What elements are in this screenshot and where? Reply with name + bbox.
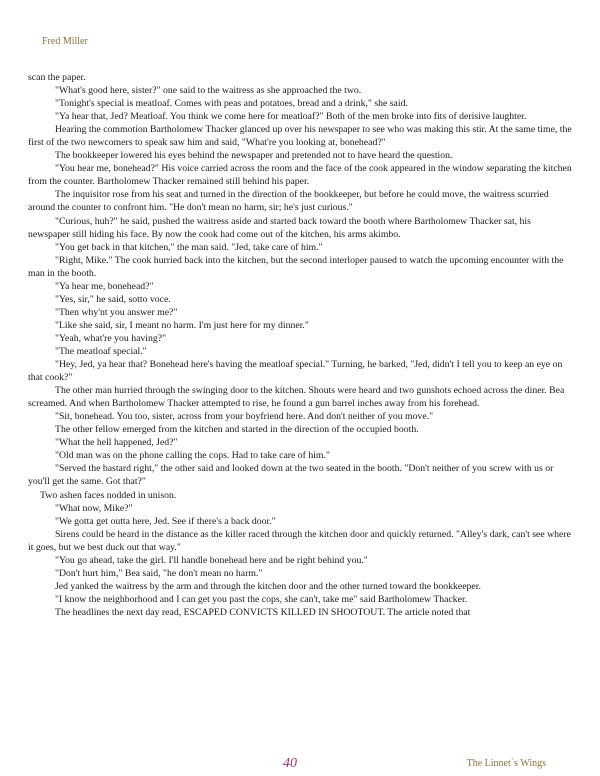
paragraph: "Like she said, sir, I meant no harm. I'm just here for my dinner." — [55, 319, 309, 331]
paragraph: Sirens could be heard in the distance as the killer raced through the kitchen door and quickly returned. "Alley's dark, can't see where it goes, but we best duck out that way." — [28, 528, 571, 553]
paragraph: "Then why'nt you answer me?" — [55, 306, 178, 318]
paragraph: "Hey, Jed, ya hear that? Bonehead here's having the meatloaf special." Turning, he barked, "Jed, didn't I tell you to keep an eye on that cook?" — [28, 359, 563, 384]
running-footer-magazine: The Linnet´s Wings — [466, 758, 546, 769]
paragraph: "You hear me, bonehead?" His voice carried across the room and the face of the cook appeared in the window separating the kitchen from the counter. Bartholomew Thacker remained still behind his paper. — [28, 163, 572, 188]
paragraph: The inquisitor rose from his seat and turned in the direction of the bookkeeper, but before he could move, the waitress scurried around the counter to confront him. "He don't mean no harm, sir; he's just curious." — [28, 189, 549, 214]
paragraph: "Served the bastard right," the other said and looked down at the two seated in the booth. "Don't neither of you screw with us or you'll get the same. Got that?" — [28, 463, 554, 488]
paragraph: "Yeah, what're you having?" — [55, 332, 167, 344]
paragraph: "Tonight's special is meatloaf. Comes with peas and potatoes, bread and a drink," she said. — [55, 98, 408, 110]
paragraph: "Curious, huh?" he said, pushed the waitress aside and started back toward the booth where Bartholomew Thacker sat, his newspaper still hiding his face. By now the cook had come out of the kitchen, his arms akimbo. — [28, 215, 531, 240]
paragraph: "Ya hear me, bonehead?" — [55, 280, 154, 292]
paragraph: "Old man was on the phone calling the cops. Had to take care of him." — [55, 450, 330, 462]
running-header-author: Fred Miller — [42, 36, 88, 47]
paragraph: "What's good here, sister?" one said to the waitress as she approached the two. — [55, 85, 362, 97]
paragraph: "The meatloaf special." — [55, 345, 147, 357]
paragraph: Hearing the commotion Bartholomew Thacker glanced up over his newspaper to see who was making this stir. At the same time, the first of the two newcomers to speak saw him and said, "What're you looking at, bonehead?" — [28, 124, 572, 149]
paragraph: "Yes, sir," he said, sotto voce. — [55, 293, 171, 305]
paragraph: "Sit, bonehead. You too, sister, across from your boyfriend here. And don't neither of you move." — [55, 411, 434, 423]
paragraph: "Ya hear that, Jed? Meatloaf. You think we come here for meatloaf?" Both of the men broke into fits of derisive laughter. — [55, 111, 527, 123]
paragraph: The bookkeeper lowered his eyes behind the newspaper and pretended not to have heard the question. — [55, 150, 453, 162]
page-number: 40 — [283, 756, 297, 771]
paragraph: Jed yanked the waitress by the arm and through the kitchen door and the other turned toward the bookkeeper. — [55, 580, 481, 592]
paragraph: scan the paper. — [28, 72, 86, 83]
paragraph: The other man hurried through the swinging door to the kitchen. Shouts were heard and two gunshots echoed across the diner. Bea screamed. And when Bartholomew Thacker attempted to rise, he found a gun barrel inches away from his forehead. — [28, 385, 565, 410]
paragraph: The other fellow emerged from the kitchen and started in the direction of the occupied booth. — [55, 424, 419, 436]
paragraph: The headlines the next day read, ESCAPED CONVICTS KILLED IN SHOOTOUT. The article noted that — [55, 606, 471, 618]
paragraph: "We gotta get outta here, Jed. See if there's a back door." — [55, 515, 276, 527]
paragraph: "I know the neighborhood and I can get you past the cops, she can't, take me" said Bartholomew Thacker. — [55, 593, 468, 605]
story-body — [28, 71, 574, 619]
paragraph: "You go ahead, take the girl. I'll handle bonehead here and be right behind you." — [55, 554, 368, 566]
paragraph: "What now, Mike?" — [55, 502, 133, 514]
paragraph: "Right, Mike." The cook hurried back into the kitchen, but the second interloper paused to watch the upcoming encounter with the man in the booth. — [28, 254, 564, 279]
paragraph: Two ashen faces nodded in unison. — [40, 489, 177, 501]
paragraph: "Don't hurt him," Bea said, "he don't mean no harm." — [55, 567, 263, 579]
paragraph: "You get back in that kitchen," the man said. "Jed, take care of him." — [55, 241, 323, 253]
paragraph: "What the hell happened, Jed?" — [55, 437, 178, 449]
